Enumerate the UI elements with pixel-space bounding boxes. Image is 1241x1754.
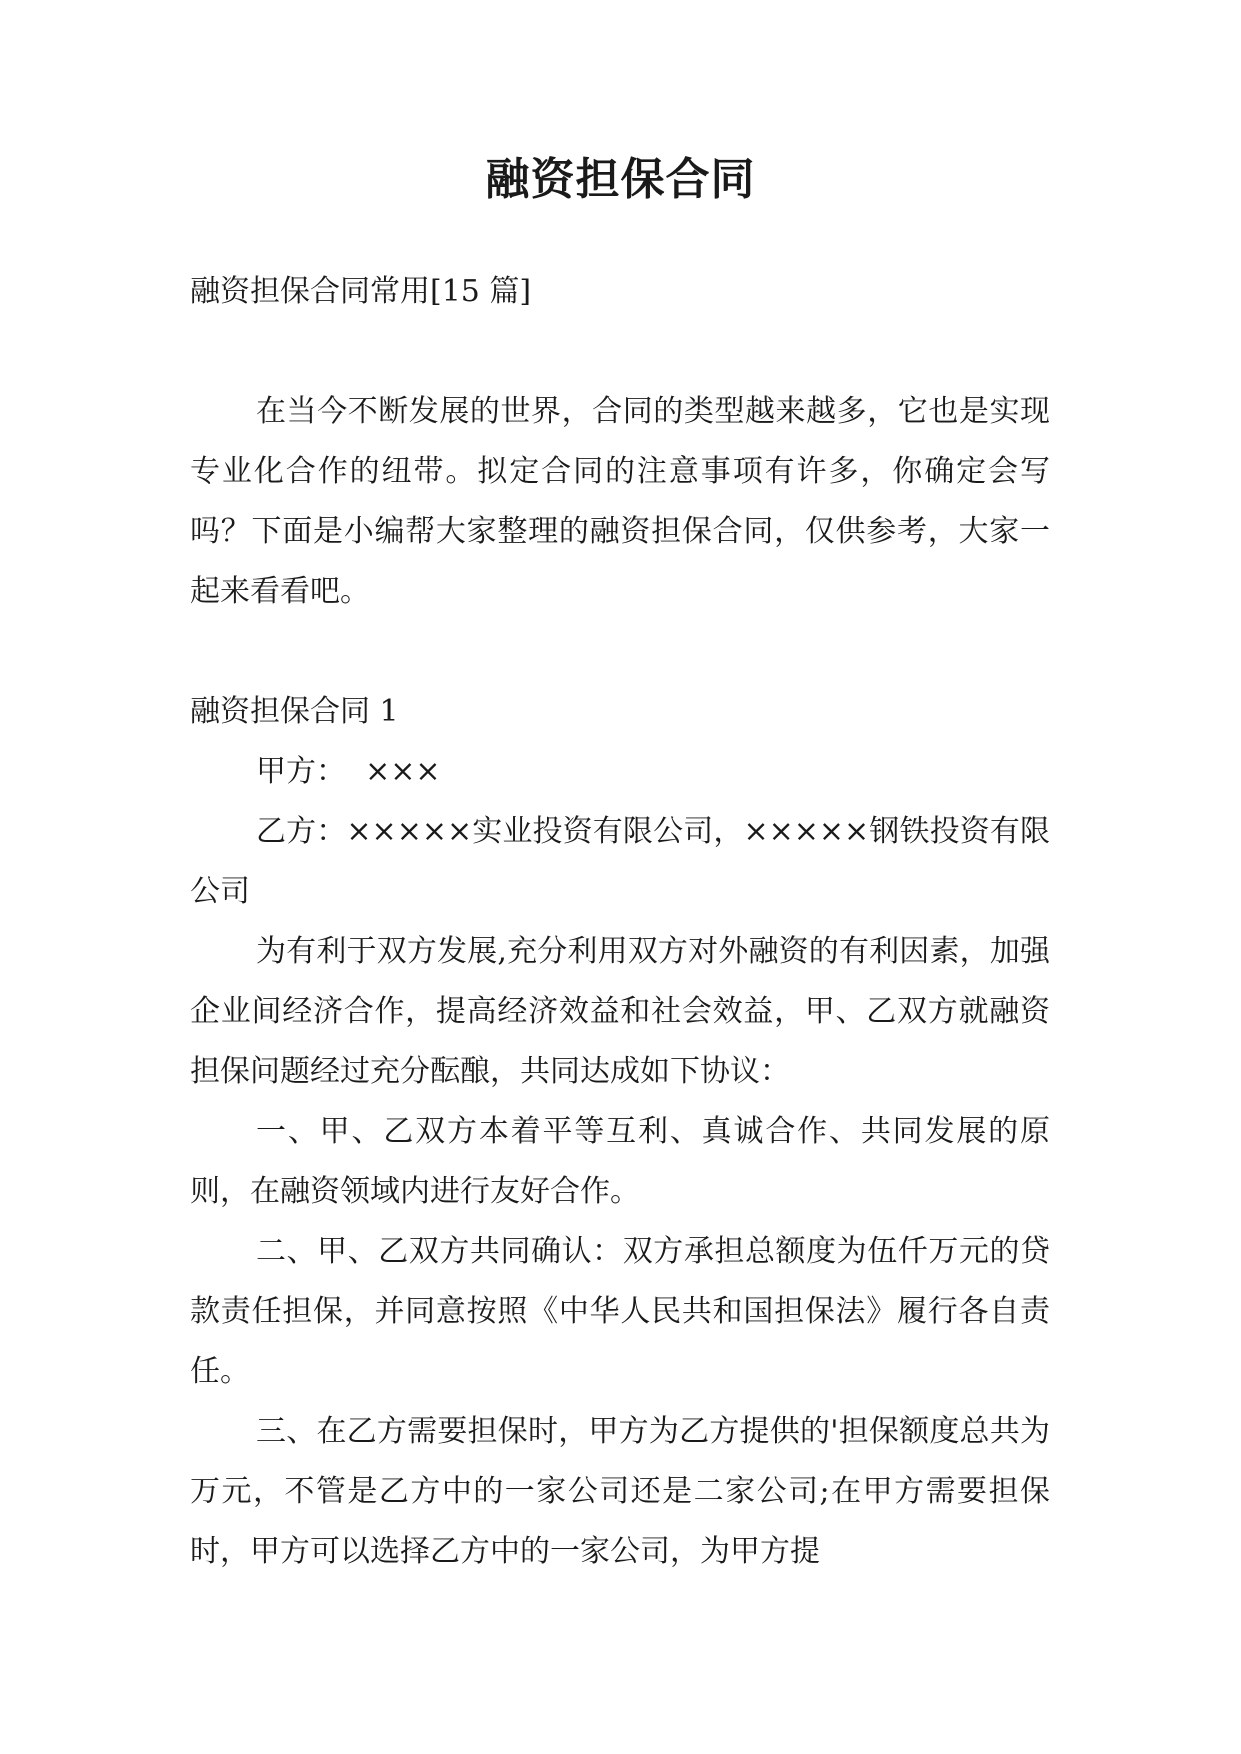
preamble-paragraph: 为有利于双方发展,充分利用双方对外融资的有利因素，加强企业间经济合作，提高经济效益和社会效益，甲、乙双方就融资担保问题经过充分酝酿，共同达成如下协议： [190, 934, 1050, 1089]
document-body [190, 262, 1050, 1582]
section-heading: 融资担保合同 1 [190, 694, 399, 729]
party-a-line: 甲方： ××× [256, 754, 441, 789]
document-title: 融资担保合同 [485, 154, 756, 205]
clause-2: 二、甲、乙双方共同确认：双方承担总额度为伍仟万元的贷款责任担保，并同意按照《中华人民共和国担保法》履行各自责任。 [190, 1234, 1050, 1389]
document-subtitle: 融资担保合同常用[15 篇] [190, 274, 532, 309]
party-b-line: 乙方：×××××实业投资有限公司，×××××钢铁投资有限公司 [190, 814, 1050, 909]
intro-paragraph: 在当今不断发展的世界，合同的类型越来越多，它也是实现专业化合作的纽带。拟定合同的注意事项有许多，你确定会写吗？下面是小编帮大家整理的融资担保合同，仅供参考，大家一起来看看吧。 [190, 394, 1050, 609]
clause-3: 三、在乙方需要担保时，甲方为乙方提供的'担保额度总共为 万元，不管是乙方中的一家公司还是二家公司;在甲方需要担保时，甲方可以选择乙方中的一家公司，为甲方提 [190, 1414, 1050, 1569]
clause-1: 一、甲、乙双方本着平等互利、真诚合作、共同发展的原则，在融资领域内进行友好合作。 [190, 1114, 1050, 1209]
